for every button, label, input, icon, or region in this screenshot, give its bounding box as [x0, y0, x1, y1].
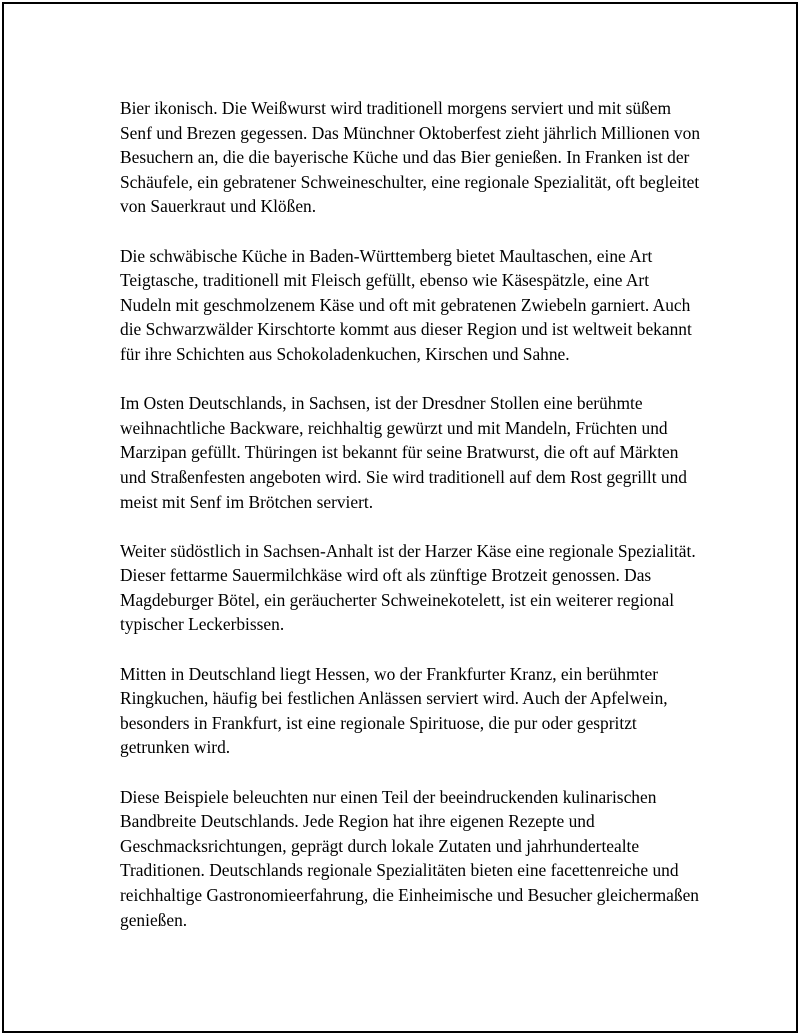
paragraph-saxony-thuringia: Im Osten Deutschlands, in Sachsen, ist der Dresdner Stollen eine berühmte weihnachtliche Backware, reichhaltig gewürzt und mit Mandeln, Früchten und Marzipan gefüllt. Thüringen ist bekannt für seine Bratwurst, die oft auf Märkten und Straßenfesten angeboten wird. Sie wird traditionell auf dem Rost gegrillt und meist mit Senf im Brötchen serviert. [120, 393, 688, 512]
paragraph-bavaria-franconia: Bier ikonisch. Die Weißwurst wird traditionell morgens serviert und mit süßem Senf und Brezen gegessen. Das Münchner Oktoberfest zieht jährlich Millionen von Besuchern an, die die bayerische Küche und das Bier genießen. In Franken ist der Schäufele, ein gebratener Schweineschulter, eine regionale Spezialität, oft begleitet von Sauerkraut und Klößen. [120, 98, 701, 217]
paragraph-saxony-anhalt: Weiter südöstlich in Sachsen-Anhalt ist der Harzer Käse eine regionale Spezialität. Dieser fettarme Sauermilchkäse wird oft als zünftige Brotzeit genossen. Das Magdeburger Bötel, ein geräucherter Schweinekotelett, ist ein weiterer regional typischer Leckerbissen. [120, 540, 696, 635]
paragraph-hesse: Mitten in Deutschland liegt Hessen, wo der Frankfurter Kranz, ein berühmter Ringkuchen, häufig bei festlichen Anlässen serviert wird. Auch der Apfelwein, besonders in Frankfurt, ist eine regionale Spirituose, die pur oder gespritzt getrunken wird. [120, 663, 668, 758]
page-frame [2, 2, 798, 1033]
paragraph-conclusion: Diese Beispiele beleuchten nur einen Teil der beeindruckenden kulinarischen Bandbreite Deutschlands. Jede Region hat ihre eigenen Rezepte und Geschmacksrichtungen, geprägt durch lokale Zutaten und jahrhundertealte Traditionen. Deutschlands regionale Spezialitäten bieten eine facettenreiche und reichhaltige Gastronomieerfahrung, die Einheimische und Besucher gleichermaßen genießen. [120, 786, 699, 930]
page-content [120, 96, 700, 932]
paragraph-baden-wuerttemberg: Die schwäbische Küche in Baden-Württemberg bietet Maultaschen, eine Art Teigtasche, traditionell mit Fleisch gefüllt, ebenso wie Käsespätzle, eine Art Nudeln mit geschmolzenem Käse und oft mit gebratenen Zwiebeln garniert. Auch die Schwarzwälder Kirschtorte kommt aus dieser Region und ist weltweit bekannt für ihre Schichten aus Schokoladenkuchen, Kirschen und Sahne. [120, 245, 692, 364]
